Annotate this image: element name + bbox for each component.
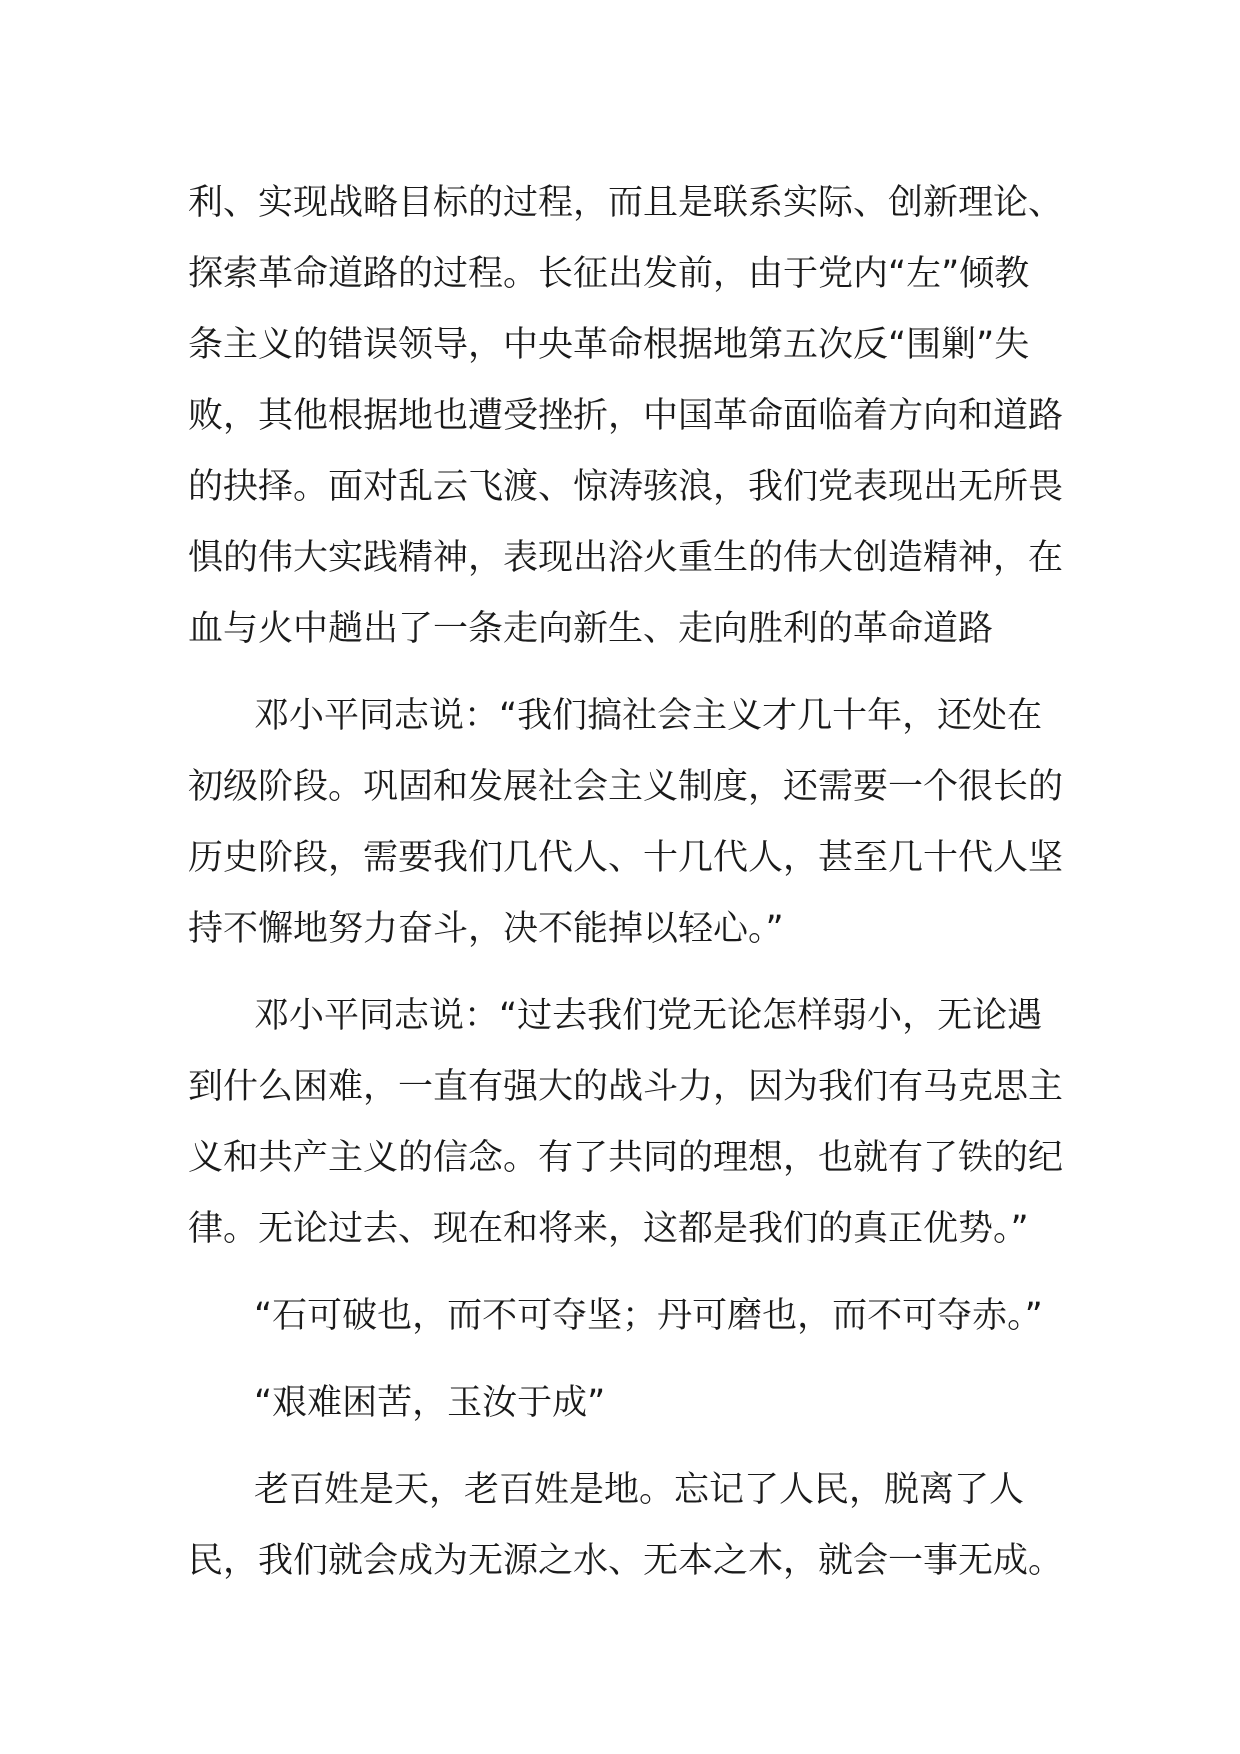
text-line: 持不懈地努力奋斗，决不能掉以轻心。”: [188, 909, 784, 949]
text-line: 利、实现战略目标的过程，而且是联系实际、创新理论、: [188, 183, 1064, 223]
text-line: 律。无论过去、现在和将来，这都是我们的真正优势。”: [188, 1209, 1029, 1249]
text-line: 初级阶段。巩固和发展社会主义制度，还需要一个很长的: [188, 767, 1064, 807]
paragraph-stone-cinnabar-quote: [188, 1281, 1043, 1352]
text-line: 的抉择。面对乱云飞渡、惊涛骇浪，我们党表现出无所畏: [188, 467, 1064, 507]
paragraph-people: [188, 1455, 1064, 1597]
text-line: 到什么困难，一直有强大的战斗力，因为我们有马克思主: [188, 1067, 1064, 1107]
text-line: 历史阶段，需要我们几代人、十几代人，甚至几十代人坚: [188, 838, 1064, 878]
text-line: 义和共产主义的信念。有了共同的理想，也就有了铁的纪: [188, 1138, 1064, 1178]
text-line: 败，其他根据地也遭受挫折，中国革命面临着方向和道路: [188, 396, 1064, 436]
paragraph-deng-quote-1: [188, 681, 1064, 965]
paragraph-deng-quote-2: [188, 981, 1064, 1265]
text-line: 惧的伟大实践精神，表现出浴火重生的伟大创造精神，在: [188, 538, 1064, 578]
text-line: 民，我们就会成为无源之水、无本之木，就会一事无成。: [188, 1541, 1064, 1581]
text-line: 邓小平同志说：“我们搞社会主义才几十年，还处在: [254, 696, 1043, 736]
text-line: 血与火中趟出了一条走向新生、走向胜利的革命道路: [188, 609, 994, 649]
document-body: [188, 168, 1064, 1613]
text-line: 邓小平同志说：“过去我们党无论怎样弱小，无论遇: [254, 996, 1043, 1036]
text-line: “艰难困苦，玉汝于成”: [254, 1383, 606, 1423]
text-line: 探索革命道路的过程。长征出发前，由于党内“左”倾教: [188, 254, 1030, 294]
paragraph-long-march: [188, 168, 1064, 665]
text-line: 条主义的错误领导，中央革命根据地第五次反“围剿”失: [188, 325, 1030, 365]
text-line: “石可破也，而不可夺坚；丹可磨也，而不可夺赤。”: [254, 1296, 1043, 1336]
paragraph-hardship-quote: [188, 1368, 1034, 1439]
text-line: 老百姓是天，老百姓是地。忘记了人民，脱离了人: [254, 1470, 1025, 1510]
